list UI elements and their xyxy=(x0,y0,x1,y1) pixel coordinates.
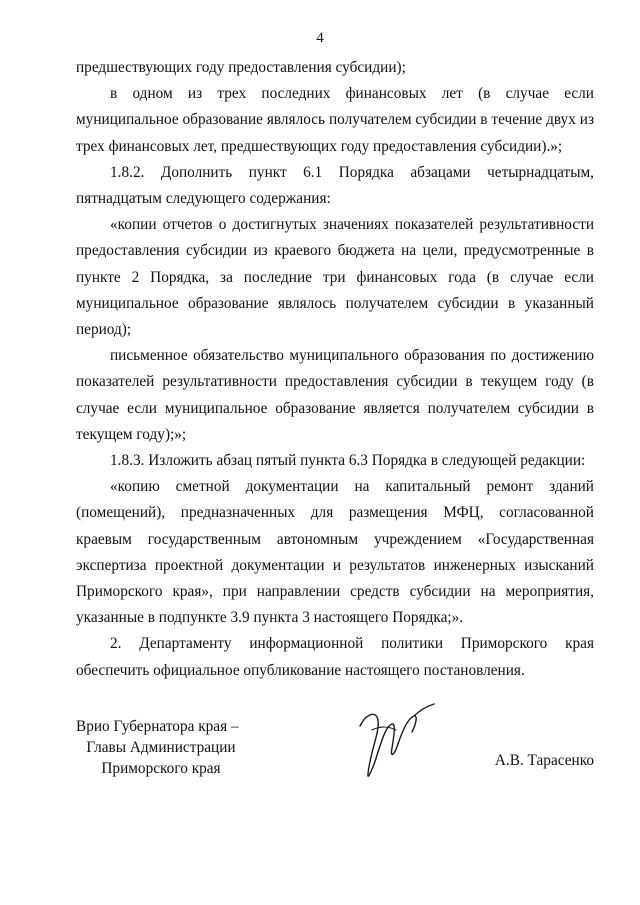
signatory-title-line: Главы Администрации xyxy=(86,739,236,756)
paragraph-quote: «копию сметной документации на капитальный ремонт зданий (помещений), предназначенных для размещения МФЦ, согласованной краевым государственным автономным учреждением «Государственная экспертиза проектной документации и результатов инженерных изысканий Приморского края», при направлении средств субсидии на мероприятия, указанные в подпункте 3.9 пункта 3 настоящего Порядка;». xyxy=(76,478,594,627)
signatory-title-line: Врио Губернатора края – xyxy=(76,718,239,735)
signatory-title-line: Приморского края xyxy=(101,760,221,777)
paragraph-clause-1-8-2: 1.8.2. Дополнить пункт 6.1 Порядка абзацами четырнадцатым, пятнадцатым следующего содержания: xyxy=(76,163,594,208)
document-body xyxy=(76,55,594,684)
signatory-name: А.В. Тарасенко xyxy=(494,752,594,769)
paragraph-clause-1-8-3: 1.8.3. Изложить абзац пятый пункта 6.3 Порядка в следующей редакции: xyxy=(110,452,586,470)
paragraph: в одном из трех последних финансовых лет (в случае если муниципальное образование являлось получателем субсидии в течение двух из трех финансовых лет, предшествующих году предоставления субсидии).»; xyxy=(76,85,594,155)
paragraph: письменное обязательство муниципального образования по достижению показателей результативности предоставления субсидии в текущем году (в случае если муниципальное образование является получателем субсидии в текущем году);»; xyxy=(76,347,594,443)
handwritten-signature xyxy=(352,696,438,788)
paragraph-clause-2: 2. Департаменту информационной политики Приморского края обеспечить официальное опубликование настоящего постановления. xyxy=(76,635,594,679)
paragraph-continuation: предшествующих году предоставления субсидии); xyxy=(76,59,406,76)
paragraph-quote: «копии отчетов о достигнутых значениях показателей результативности предоставления субсидии из краевого бюджета на цели, предусмотренные в пункте 2 Порядка, за последние три финансовых года (в случае если муниципальное образование являлось получателем субсидии в указанный период); xyxy=(76,216,594,339)
page-number: 4 xyxy=(316,30,324,46)
signatory-title xyxy=(76,716,246,779)
